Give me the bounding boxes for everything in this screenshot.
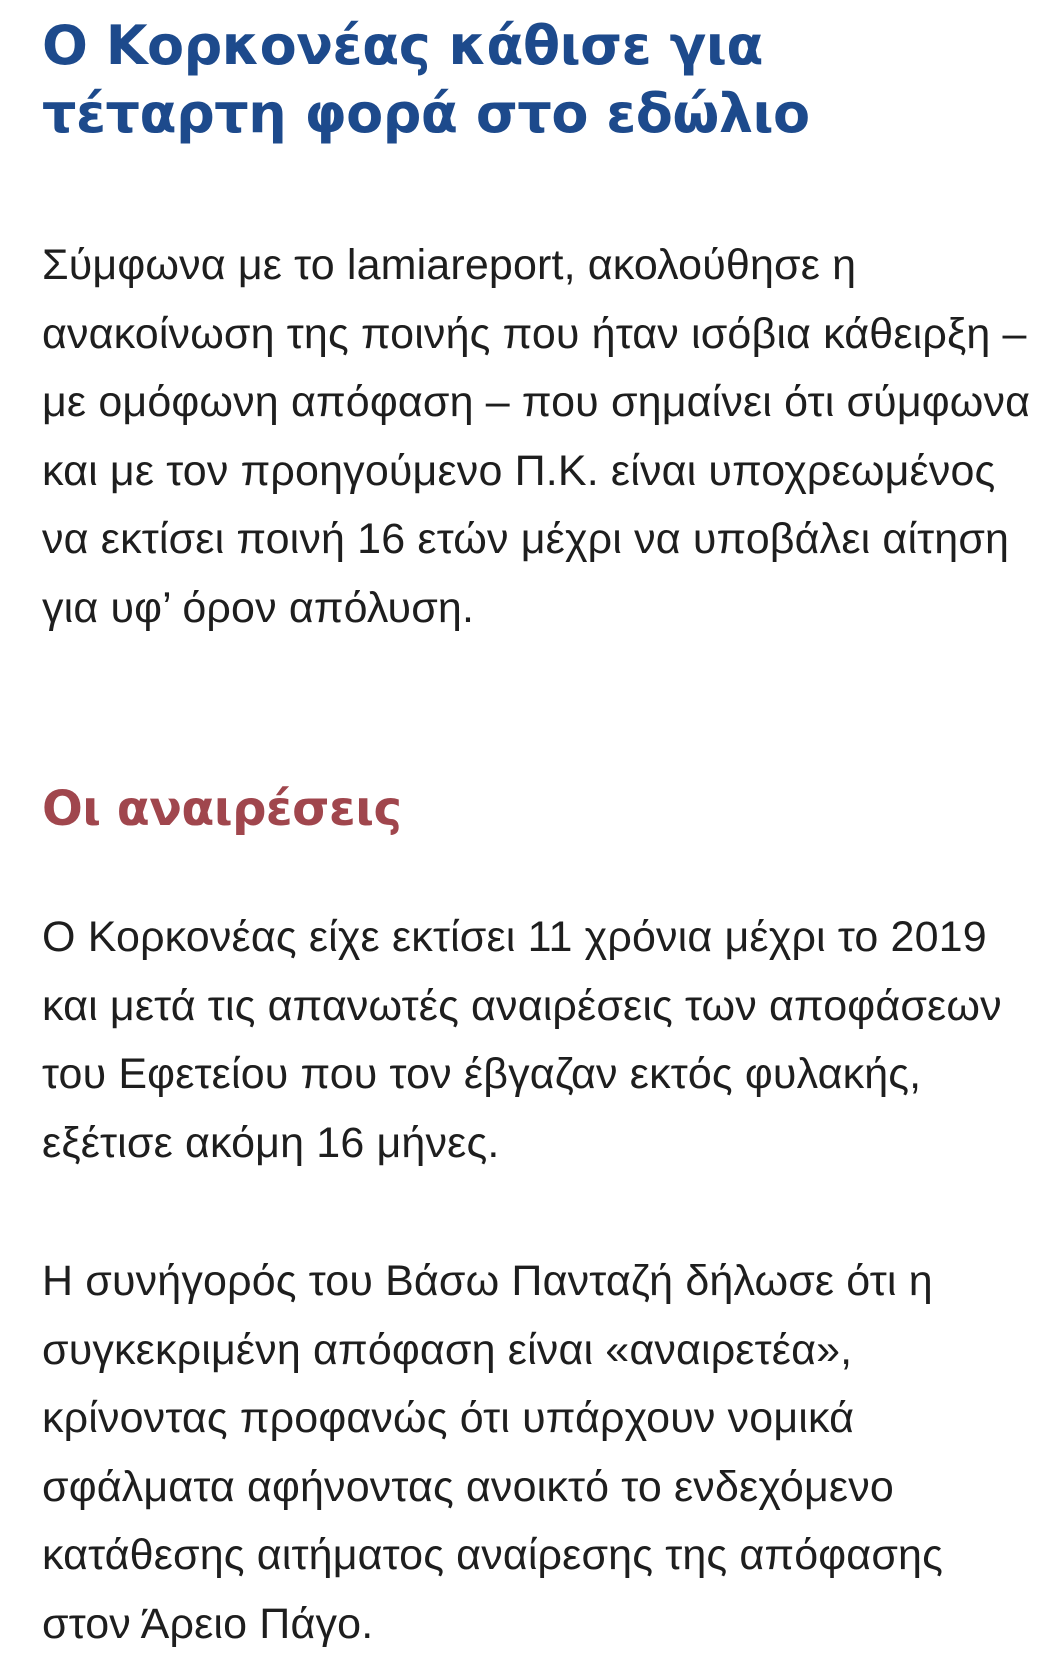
article-title: Ο Κορκονέας κάθισε για τέταρτη φορά στο εδώλιο [42,14,810,145]
article-paragraph: Ο Κορκονέας είχε εκτίσει 11 χρόνια μέχρι το 2019 και μετά τις απανωτές αναιρέσεις των αποφάσεων του Εφετείου που τον έβγαζαν εκτός φυλακής, εξέτισε ακόμη 16 μήνες. [42,913,1002,1167]
article-paragraph: Σύμφωνα με το lamiareport, ακολούθησε η ανακοίνωση της ποινής που ήταν ισόβια κάθειρξη – με ομόφωνη απόφαση – που σημαίνει ότι σύμφωνα και με τον προηγούμενο Π.Κ. είναι υποχρεωμένος να εκτίσει ποινή 16 ετών μέχρι να υποβάλει αίτηση για υφ’ όρον απόλυση. [42,241,1031,632]
section-subheading: Οι αναιρέσεις [42,781,402,837]
article-paragraph: Η συνήγορός του Βάσω Πανταζή δήλωσε ότι η συγκεκριμένη απόφαση είναι «αναιρετέα», κρίνοντας προφανώς ότι υπάρχουν νομικά σφάλματα αφήνοντας ανοικτό το ενδεχόμενο κατάθεσης αιτήματος αναίρεσης της απόφασης στον Άρειο Πάγο. [42,1257,943,1648]
